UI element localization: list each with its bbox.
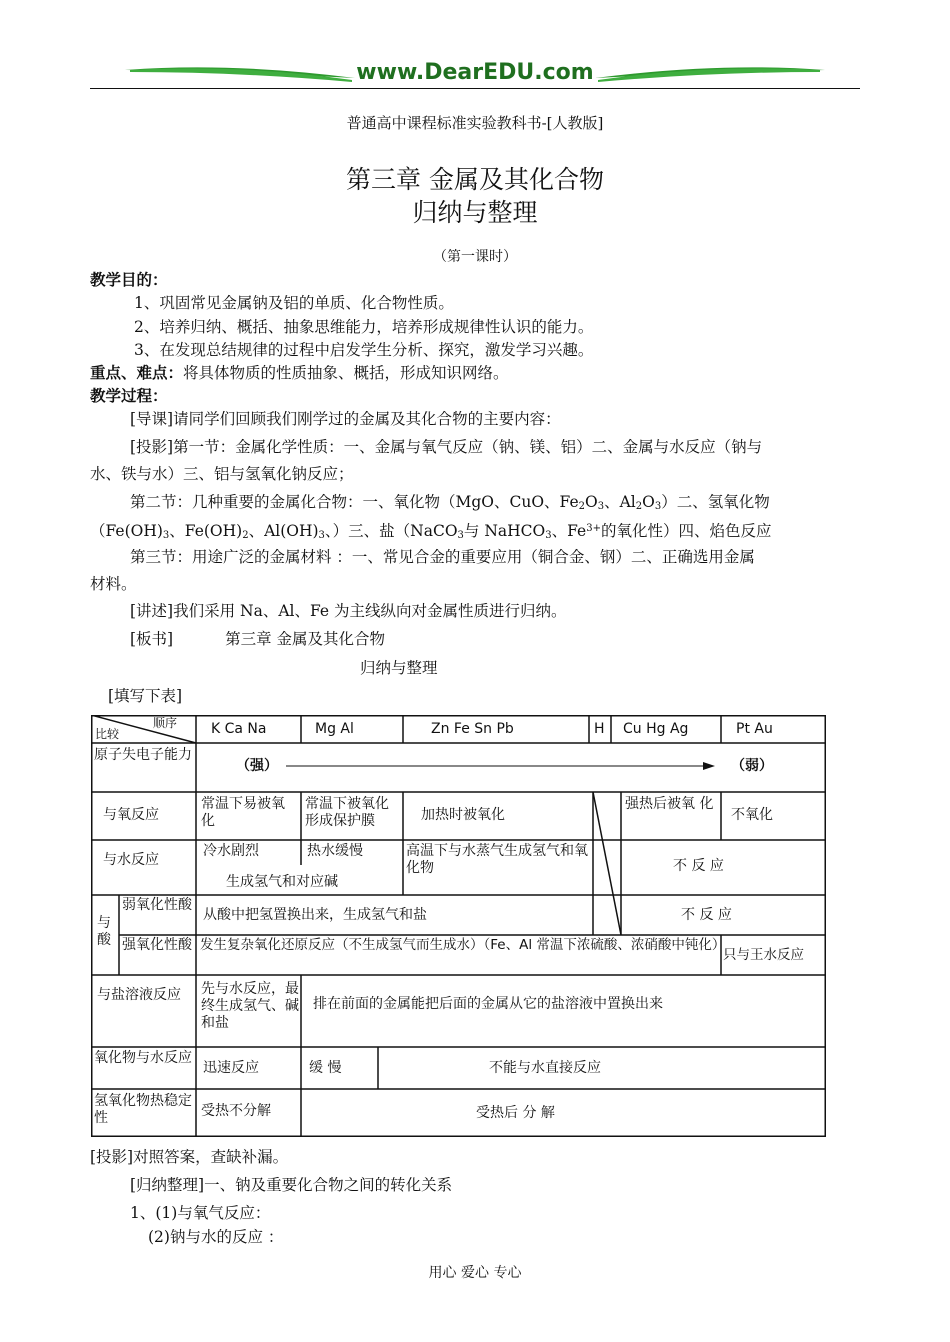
water-c3: 高温下与水蒸气生成氢气和氧化物 <box>406 843 588 876</box>
row-label-acid: 与酸 <box>97 915 111 948</box>
section1-line2: 水、铁与水）三、铝与氢氧化钠反应； <box>90 465 354 483</box>
objective-item: 1、巩固常见金属钠及铝的单质、化合物性质。 <box>134 294 454 312</box>
process-heading: 教学过程： <box>90 386 168 405</box>
row-label-water: 与水反应 <box>103 852 159 868</box>
chapter-title: 第三章 金属及其化合物 <box>346 165 604 194</box>
metal-activity-table <box>91 715 826 1137</box>
objective-item: 3、在发现总结规律的过程中启发学生分析、探究，激发学习兴趣。 <box>134 341 594 359</box>
process-intro: [导课]请同学们回顾我们刚学过的金属及其化合物的主要内容： <box>130 410 561 428</box>
chapter-subtitle: 归纳与整理 <box>412 198 538 227</box>
header-rule <box>90 88 860 89</box>
metal-group: Zn Fe Sn Pb <box>431 721 514 737</box>
row-label-oxide-water: 氧化物与水反应 <box>94 1050 192 1066</box>
footer: 用心 爱心 专心 <box>428 1265 522 1281</box>
key-points-label: 重点、难点： <box>90 363 184 382</box>
check-answers: [投影]对照答案，查缺补漏。 <box>90 1148 289 1166</box>
water-c2: 热水缓慢 <box>307 843 363 859</box>
book-subtitle: 普通高中课程标准实验教科书-[人教版] <box>346 114 604 132</box>
oxygen-c5: 不氧化 <box>731 807 773 823</box>
corner-order-label: 顺序 <box>153 716 178 730</box>
key-points-text: 将具体物质的性质抽象、概括，形成知识网络。 <box>183 364 509 382</box>
weak-acid-text: 从酸中把氢置换出来，生成氢气和盐 <box>203 907 427 923</box>
row-label-oxygen: 与氧反应 <box>103 807 159 823</box>
strong-acid-au: 只与王水反应 <box>723 947 804 963</box>
salt-c1: 先与水反应，最终生成氢气、碱和盐 <box>201 981 299 1031</box>
oxide-water-c1: 迅速反应 <box>203 1060 259 1076</box>
strong-acid-label: 强氧化性酸 <box>122 937 192 953</box>
oxygen-c1: 常温下易被氧化 <box>201 796 285 829</box>
section3-line1: 第三节：用途广泛的金属材料 ：一、常见合金的重要应用（铜合金、钢）二、正确选用金属 <box>130 548 755 566</box>
metal-group: Pt Au <box>736 721 773 737</box>
section2-line1: 第二节：几种重要的金属化合物：一、氧化物（MgO、CuO、$Fe_2O_3$、$Al_2O_3$）二、氢氧化物 <box>130 493 770 512</box>
oxide-water-c2: 缓 慢 <box>309 1060 342 1076</box>
metal-group: Cu Hg Ag <box>623 721 689 737</box>
row-label-salt: 与盐溶液反应 <box>97 987 181 1003</box>
salt-c2: 排在前面的金属能把后面的金属从它的盐溶液中置换出来 <box>313 996 663 1012</box>
hydroxide-c2: 受热后 分 解 <box>476 1105 555 1121</box>
weak-acid-none: 不 反 应 <box>681 907 732 923</box>
lecture: [讲述]我们采用 Na、Al、Fe 为主线纵向对金属性质进行归纳。 <box>130 602 567 620</box>
key-points <box>90 363 860 383</box>
water-c1: 冷水剧烈 <box>203 843 259 859</box>
board-label: [板书] <box>130 630 174 648</box>
strong-acid-text: 发生复杂氧化还原反应（不生成氢气而生成水）（Fe、Al 常温下浓硫酸、浓硝酸中钝化） <box>200 937 726 953</box>
water-c4: 不 反 应 <box>673 858 724 874</box>
board-title: 第三章 金属及其化合物 <box>225 630 386 648</box>
board-subtitle: 归纳与整理 <box>360 659 438 677</box>
metal-group: K Ca Na <box>211 721 267 737</box>
summary-heading: [归纳整理]一、钠及重要化合物之间的转化关系 <box>130 1176 453 1194</box>
row-label-hydroxide: 氢氧化物热稳定性 <box>94 1093 192 1126</box>
table-grid <box>91 715 826 1137</box>
logo-text: www.DearEDU.com <box>356 60 594 85</box>
fill-table-label: [填写下表] <box>108 687 183 705</box>
board <box>90 629 900 649</box>
electron-strong: （强） <box>236 758 278 774</box>
section1-line1: [投影]第一节：金属化学性质：一、金属与氧气反应（钠、镁、铝）二、金属与水反应（钠与 <box>130 438 763 456</box>
weak-acid-label: 弱氧化性酸 <box>122 897 192 913</box>
oxygen-c2: 常温下被氧化形成保护膜 <box>305 796 389 829</box>
lesson-label: （第一课时） <box>433 249 517 265</box>
oxygen-c4: 强热后被氧 化 <box>625 796 714 812</box>
objective-item: 2、培养归纳、概括、抽象思维能力，培养形成规律性认识的能力。 <box>134 318 594 336</box>
electron-weak: （弱） <box>731 758 773 774</box>
objectives-heading: 教学目的： <box>90 270 168 289</box>
section2-line2: （$Fe(OH)_3$、$Fe(OH)_2$、$Al(OH)_3$、）三、盐（NaCO$_3$与 NaHCO$_3$、$Fe^{3+}$的氧化性）四、焰色反应 <box>90 522 772 541</box>
section3-line2: 材料。 <box>90 575 137 593</box>
oxygen-c3: 加热时被氧化 <box>421 807 505 823</box>
hydroxide-c1: 受热不分解 <box>201 1103 271 1119</box>
row-label-electron: 原子失电子能力 <box>94 747 192 763</box>
metal-group: Mg Al <box>315 721 354 737</box>
water-c12: 生成氢气和对应碱 <box>226 874 338 890</box>
corner-compare-label: 比较 <box>95 727 120 741</box>
summary-item2: (2)钠与水的反应 ： <box>148 1228 284 1246</box>
summary-item1: 1、(1)与氧气反应： <box>130 1204 271 1222</box>
metal-group: H <box>594 721 605 737</box>
oxide-water-c3: 不能与水直接反应 <box>489 1060 601 1076</box>
